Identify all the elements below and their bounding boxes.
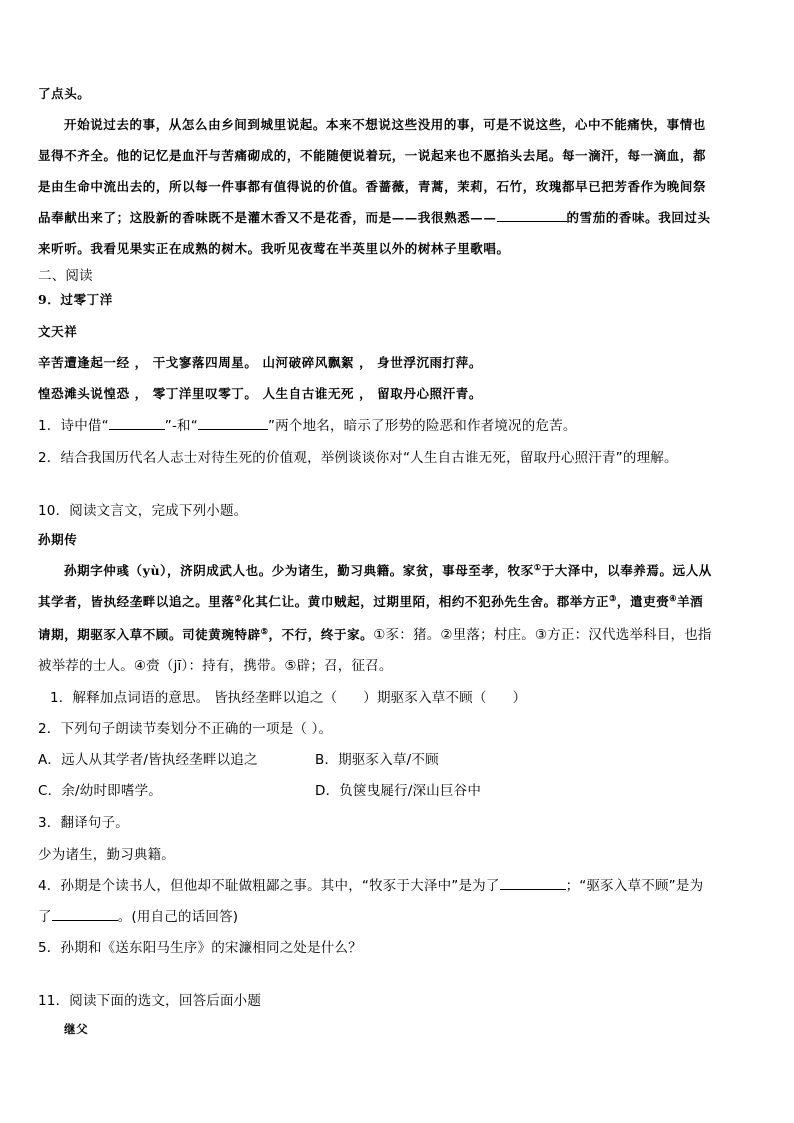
passage-text: 品奉献出来了；这股新的香味既不是灌木香又不是花香，而是——我很熟悉——	[38, 210, 497, 225]
sub-question: 2．结合我国历代名人志士对待生死的价值观，举例谈谈你对“人生自古谁无死，留取丹心照汗青”的理解。	[38, 450, 678, 466]
passage-line	[38, 592, 703, 610]
sub-question	[50, 686, 526, 706]
poem-author: 文天祥	[38, 324, 78, 339]
question-text: ；“驱豕入草不顾”是为	[565, 878, 704, 894]
passage-title: 孙期传	[38, 532, 78, 547]
footnote-mark: ②	[234, 592, 243, 603]
passage-text: 其学者，皆执经垄畔以追之。里落	[38, 594, 235, 609]
passage-text: 请期，期驱豕入草不顾。司徒黄琬特辟	[38, 627, 261, 642]
passage-title: 继父	[64, 1022, 89, 1036]
footnotes: ①豕：猪。②里落；村庄。③方正：汉代选举科目，也指	[373, 627, 712, 643]
passage-line: 来听听。我看见果实正在成熟的树木。我听见夜莺在半英里以外的树林子里歌唱。	[38, 241, 510, 256]
question-text: 。(用自己的话回答)	[117, 909, 239, 925]
option-a: A．远人从其学者/皆执经垄畔以追之	[38, 752, 258, 768]
passage-line: 了点头。	[38, 86, 91, 101]
passage-line: 开始说过去的事，从怎么由乡间到城里说起。本来不想说这些没用的事，可是不说这些，心中不能痛快，事情也	[64, 117, 706, 132]
passage-text: ，遣吏赍	[616, 594, 670, 609]
question-text: 4．孙期是个读书人，但他却不耻做粗鄙之事。其中，“牧豕于大泽中”是为了	[38, 878, 500, 894]
question-title: 9．过零丁洋	[38, 292, 113, 307]
sub-question	[38, 874, 703, 894]
question-text: 1．诗中借“	[38, 418, 109, 434]
question-text: ”-和“	[164, 418, 198, 434]
option-c: C．余/幼时即嗜学。	[38, 783, 162, 799]
sub-question	[38, 414, 577, 434]
footnote-mark: ③	[609, 592, 617, 603]
option-b: B．期驱豕入草/不顾	[315, 752, 439, 768]
footnotes: 被举荐的士人。④赍（jī）：持有，携带。⑤辟；召，征召。	[38, 658, 393, 674]
sentence-to-translate: 少为诸生，勤习典籍。	[38, 847, 175, 863]
answer-blank	[109, 418, 165, 430]
question-text: ”两个地名，暗示了形势的险恶和作者境况的危苦。	[267, 418, 577, 434]
footnote-mark: ⑤	[260, 625, 269, 636]
footnote-mark: ④	[669, 592, 678, 603]
poem-line: 惶恐滩头说惶恐 ， 零丁洋里叹零丁。 人生自古谁无死 ， 留取丹心照汗青。	[38, 386, 482, 401]
fill-blank	[497, 210, 567, 222]
question-text: ）期驱豕入草不顾（	[363, 690, 487, 706]
passage-text: 的雪茄的香味。我回过头	[566, 210, 711, 225]
sub-question-cont	[38, 905, 238, 925]
passage-line: 是由生命中流出去的，所以每一件事都有值得说的价值。香蔷薇，青蒿，茉莉，石竹，玫瑰都早已把芳香作为晚间祭	[38, 179, 707, 194]
sub-question: 2．下列句子朗读节奏划分不正确的一项是（ ）。	[38, 721, 333, 737]
answer-blank	[52, 909, 118, 921]
passage-text: 化其仁让。黄巾贼起，过期里陌，相约不犯孙先生舍。郡举方正	[242, 594, 610, 609]
question-intro: 10．阅读文言文，完成下列小题。	[38, 503, 248, 519]
question-text: ）	[512, 690, 527, 706]
poem-line: 辛苦遭逢起一经 ， 干戈寥落四周星。 山河破碎风飘絮 ， 身世浮沉雨打萍。	[38, 355, 482, 370]
question-text: 了	[38, 909, 52, 925]
question-intro: 11．阅读下面的选文，回答后面小题	[38, 993, 262, 1009]
answer-blank	[198, 418, 268, 430]
answer-blank	[500, 878, 566, 890]
option-d: D．负箧曳屣行/深山巨谷中	[315, 783, 482, 799]
passage-text: ，不行，终于家。	[268, 627, 374, 642]
passage-line: 显得不齐全。他的记忆是血汗与苦痛砌成的，不能随便说着玩，一说起来也不愿掐头去尾。每一滴汗，每一滴血，都	[38, 148, 707, 163]
question-text: 1．解释加点词语的意思。 皆执经垄畔以追之（	[50, 690, 338, 706]
footnote-mark: ①	[533, 561, 542, 572]
passage-line	[38, 208, 711, 226]
section-heading: 二、阅读	[38, 268, 93, 284]
passage-line	[38, 623, 712, 643]
passage-line	[64, 561, 712, 579]
passage-text: 于大泽中，以奉养焉。远人从	[541, 563, 712, 578]
sub-question: 5．孙期和《送东阳马生序》的宋濂相同之处是什么？	[38, 940, 362, 956]
passage-text: 羊酒	[677, 594, 704, 609]
sub-question: 3．翻译句子。	[38, 815, 129, 831]
passage-text: 孙期字仲彧（yù），济阴成武人也。少为诸生，勤习典籍。家贫，事母至孝，牧豕	[64, 563, 534, 578]
